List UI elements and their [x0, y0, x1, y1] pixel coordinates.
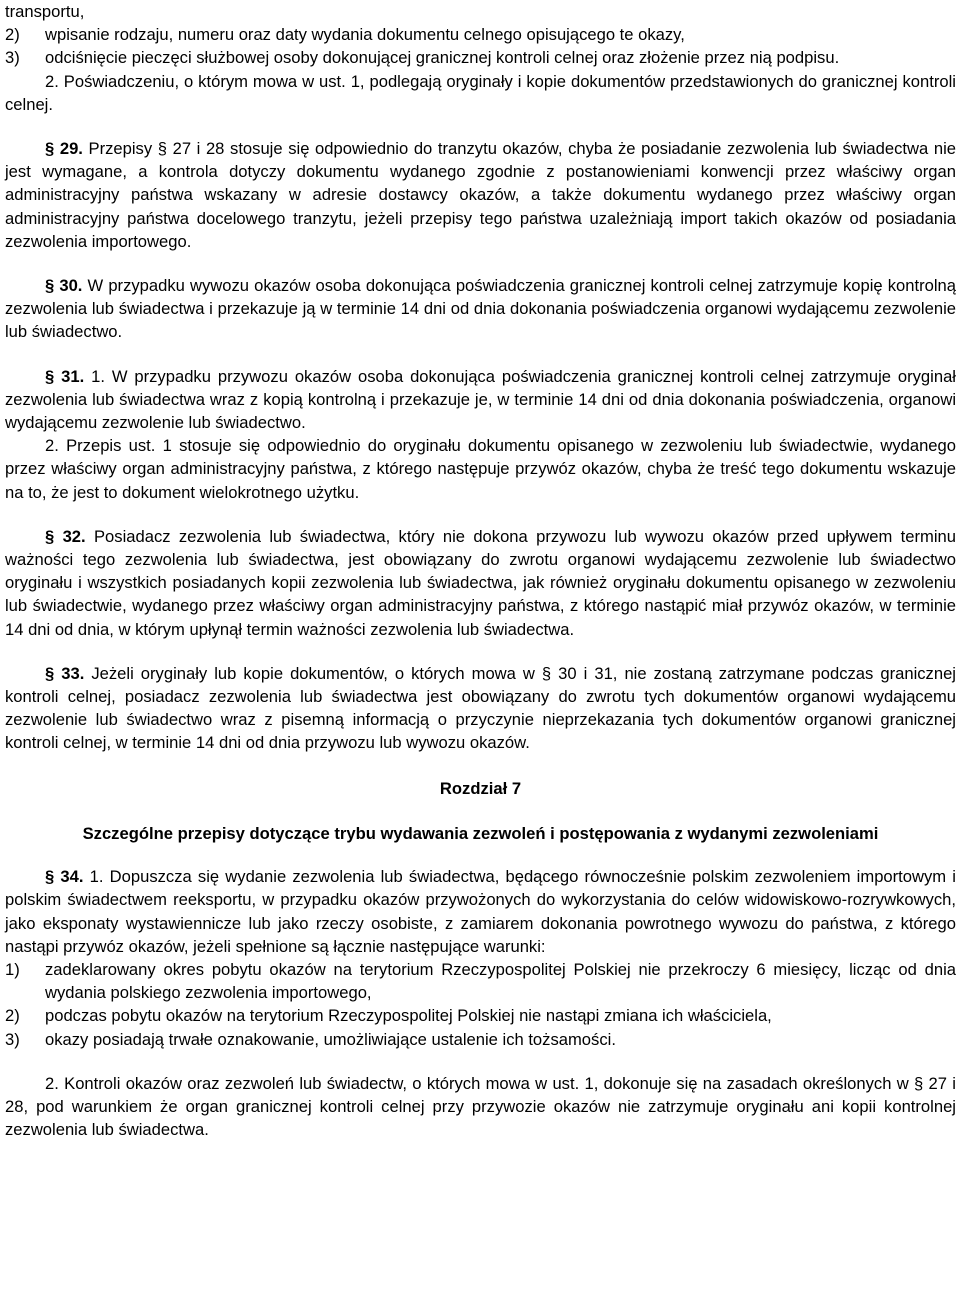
- section-32: [5, 525, 956, 641]
- section-34: [5, 865, 956, 958]
- list-item: [5, 1004, 956, 1027]
- section-text: W przypadku wywozu okazów osoba dokonująca poświadczenia granicznej kontroli celnej zatrzymuje kopię kontrolną zezwolenia lub świadectwa i przekazuje ją w terminie 14 dni od dnia dokonania poświadczenia organowi wydającemu zezwolenie lub świadectwo.: [5, 276, 956, 342]
- list-number: 2): [5, 1006, 20, 1026]
- list-text: odciśnięcie pieczęci służbowej osoby dokonującej granicznej kontroli celnej oraz złożenie przez nią podpisu.: [45, 48, 840, 68]
- list-text: zadeklarowany okres pobytu okazów na terytorium Rzeczypospolitej Polskiej nie przekroczy 6 miesięcy, licząc od dnia wydania polskiego zezwolenia importowego,: [45, 959, 956, 1003]
- section-number: § 34.: [45, 867, 84, 887]
- section-text: Posiadacz zezwolenia lub świadectwa, który nie dokona przywozu lub wywozu okazów przed upływem terminu ważności tego zezwolenia lub świadectwa, jest obowiązany do zwrotu organowi wydającemu zezwolenie lub świadectwo oryginału i wszystkich posiadanych kopii zezwolenia lub świadectwa, jak również oryginału dokumentu opisanego w zezwoleniu lub świadectwie, wydanego przez właściwy organ administracyjny państwa, z którego nastąpić miał przywóz okazów, w terminie 14 dni od dnia, w którym upłynął termin ważności zezwolenia lub świadectwa.: [5, 526, 956, 639]
- chapter-title: Rozdział 7: [439, 778, 522, 798]
- text-line: transportu,: [5, 2, 85, 21]
- list-number: 3): [5, 1029, 20, 1049]
- list-item: [5, 46, 956, 69]
- section-number: § 33.: [45, 663, 85, 683]
- list-number: 3): [5, 48, 20, 68]
- section-31: [5, 365, 956, 435]
- list-number: 1): [5, 959, 20, 979]
- section-text: Przepisy § 27 i 28 stosuje się odpowiednio do tranzytu okazów, chyba że posiadanie zezwolenia lub świadectwa nie jest wymagane, a kontrola dotyczy dokumentu wydanego zgodnie z postanowieniami konwencji przez właściwy organ administracyjny państwa wskazany w adresie dostawcy okazów, a także dokumentu wydanego przez właściwy organ administracyjny państwa docelowego tranzytu, jeżeli przepisy tego państwa uzależniają import takich okazów od posiadania zezwolenia importowego.: [5, 139, 956, 251]
- paragraph: 2. Poświadczeniu, o którym mowa w ust. 1, podlegają oryginały i kopie dokumentów przedstawionych do granicznej kontroli celnej.: [5, 71, 956, 114]
- section-number: § 31.: [45, 366, 85, 386]
- paragraph: 2. Przepis ust. 1 stosuje się odpowiednio do oryginału dokumentu opisanego w zezwoleniu lub świadectwie, wydanego przez właściwy organ administracyjny państwa, z którego następuje przywóz okazów, chyba że treść tego dokumentu wskazuje na to, że jest to dokument wielokrotnego użytku.: [5, 436, 956, 502]
- section-number: § 29.: [45, 139, 83, 159]
- section-29: [5, 137, 956, 253]
- list-text: okazy posiadają trwałe oznakowanie, umożliwiające ustalenie ich tożsamości.: [45, 1029, 616, 1049]
- section-30: [5, 274, 956, 344]
- list-number: 2): [5, 25, 20, 45]
- section-number: § 32.: [45, 526, 86, 546]
- chapter-subtitle: Szczególne przepisy dotyczące trybu wydawania zezwoleń i postępowania z wydanymi zezwoleniami: [82, 823, 879, 843]
- section-text: Jeżeli oryginały lub kopie dokumentów, o których mowa w § 30 i 31, nie zostaną zatrzymane podczas granicznej kontroli celnej, posiadacz zezwolenia lub świadectwa jest obowiązany do zwrotu tych dokumentów organowi wydającemu zezwolenie lub świadectwo wraz z pisemną informacją o przyczynie nieprzekazania tych dokumentów organowi granicznej kontroli celnej, w terminie 14 dni od dnia przywozu lub wywozu okazów.: [5, 663, 956, 753]
- paragraph: 2. Kontroli okazów oraz zezwoleń lub świadectw, o których mowa w ust. 1, dokonuje się na zasadach określonych w § 27 i 28, pod warunkiem że organ granicznej kontroli celnej przy przywozie okazów nie zatrzymuje oryginału ani kopii kontrolnej zezwolenia lub świadectwa.: [5, 1073, 956, 1140]
- list-text: podczas pobytu okazów na terytorium Rzeczypospolitej Polskiej nie nastąpi zmiana ich właściciela,: [45, 1006, 772, 1026]
- list-item: [5, 23, 956, 46]
- section-33: [5, 662, 956, 755]
- list-item: [5, 1028, 956, 1051]
- section-text: 1. W przypadku przywozu okazów osoba dokonująca poświadczenia granicznej kontroli celnej zatrzymuje oryginał zezwolenia lub świadectwa wraz z kopią kontrolną i przekazuje je, w terminie 14 dni od dnia dokonania poświadczenia, organowi wydającemu zezwolenie lub świadectwo.: [5, 366, 956, 433]
- list-text: wpisanie rodzaju, numeru oraz daty wydania dokumentu celnego opisującego te okazy,: [45, 25, 685, 45]
- section-text: 1. Dopuszcza się wydanie zezwolenia lub świadectwa, będącego równocześnie polskim zezwoleniem importowym i polskim świadectwem reeksportu, w przypadku okazów przywożonych do wykorzystania do celów widowiskowo-rozrywkowych, jako eksponaty wystawiennicze lub jako rzeczy osobiste, z zamiarem dokonania powrotnego wywozu do państwa, z którego nastąpi przywóz okazów, jeżeli spełnione są łącznie następujące warunki:: [5, 867, 956, 956]
- list-item: [5, 958, 956, 1004]
- section-number: § 30.: [45, 276, 83, 296]
